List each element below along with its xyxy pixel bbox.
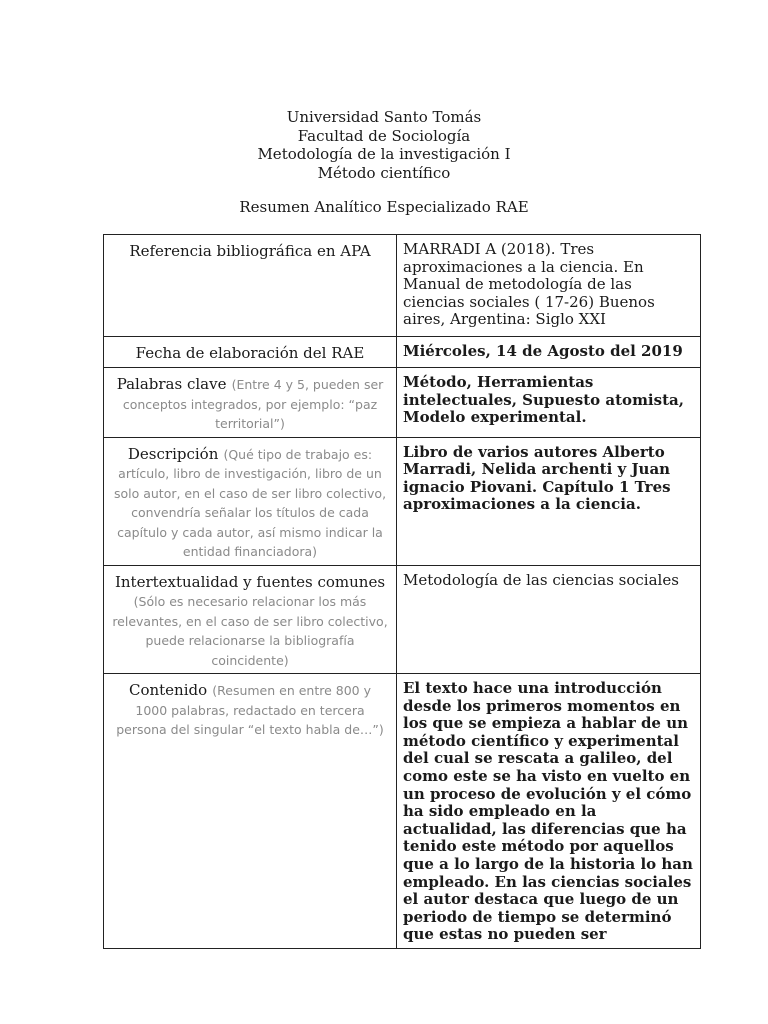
table-row: [104, 337, 701, 368]
row-value: Metodología de las ciencias sociales: [403, 570, 679, 589]
row-label-cell: [104, 565, 397, 674]
table-row: [104, 565, 701, 674]
row-value: Miércoles, 14 de Agosto del 2019: [403, 342, 683, 360]
row-value: MARRADI A (2018). Tres aproximaciones a la ciencia. En Manual de metodología de las ciencias sociales ( 17-26) Buenos aires, Argentina: Siglo XXI: [403, 240, 655, 329]
row-value: Libro de varios autores Alberto Marradi, Nelida archenti y Juan ignacio Piovani. Capítulo 1 Tres aproximaciones a la ciencia.: [403, 442, 671, 514]
row-label-cell: [104, 674, 397, 949]
table-row: [104, 368, 701, 438]
table-row: [104, 437, 701, 565]
topic-name: Método científico: [317, 163, 451, 182]
row-hint: (Resumen en entre 800 y 1000 palabras, redactado en tercera persona del singular “el texto habla de…”): [116, 683, 384, 737]
row-hint: (Qué tipo de trabajo es: artículo, libro de investigación, libro de un solo autor, en el caso de ser libro colectivo, convendría señalar los títulos de cada capítulo y cada autor, así mismo indicar la entidad financiadora): [113, 446, 387, 559]
document-subtitle: Resumen Analítico Especializado RAE: [239, 198, 529, 216]
row-label: Descripción: [127, 444, 219, 463]
course-name: Metodología de la investigación I: [257, 145, 511, 163]
university-name: Universidad Santo Tomás: [286, 108, 482, 126]
row-value-cell: [397, 437, 701, 565]
row-value-cell: [397, 337, 701, 368]
table-row: [104, 674, 701, 949]
row-value-cell: [397, 368, 701, 438]
row-label-cell: [104, 368, 397, 438]
row-value-cell: [397, 565, 701, 674]
row-value-cell: [397, 235, 701, 337]
row-label-cell: [104, 337, 397, 368]
row-hint: (Entre 4 y 5, pueden ser conceptos integrados, por ejemplo: “paz territorial”): [122, 377, 384, 431]
row-label-cell: [104, 437, 397, 565]
row-value: Método, Herramientas intelectuales, Supuesto atomista, Modelo experimental.: [403, 373, 684, 427]
document-heading: [0, 108, 768, 182]
row-label: Intertextualidad y fuentes comunes: [114, 572, 386, 591]
table-row: [104, 235, 701, 337]
row-label: Palabras clave: [116, 375, 227, 393]
row-hint: (Sólo es necesario relacionar los más relevantes, en el caso de ser libro colectivo, puede relacionarse la bibliografía coincidente): [112, 594, 388, 668]
row-value-cell: [397, 674, 701, 949]
row-value: El texto hace una introducción desde los primeros momentos en los que se empieza a hablar de un método científico y experimental del cual se rescata a galileo, del como este se ha visto en vuelto en un proceso de evolución y el cómo ha sido empleado en la actualidad, las diferencias que ha tenido este método por aquellos que a lo largo de la historia lo han empleado. En las ciencias sociales el autor destaca que luego de un periodo de tiempo se determinó que estas no pueden ser: [403, 679, 693, 944]
rae-table: [103, 234, 701, 949]
row-label: Contenido: [128, 681, 208, 699]
row-label: Fecha de elaboración del RAE: [135, 344, 365, 362]
faculty-name: Facultad de Sociología: [297, 126, 471, 145]
row-label: Referencia bibliográfica en APA: [129, 242, 371, 260]
row-label-cell: [104, 235, 397, 337]
